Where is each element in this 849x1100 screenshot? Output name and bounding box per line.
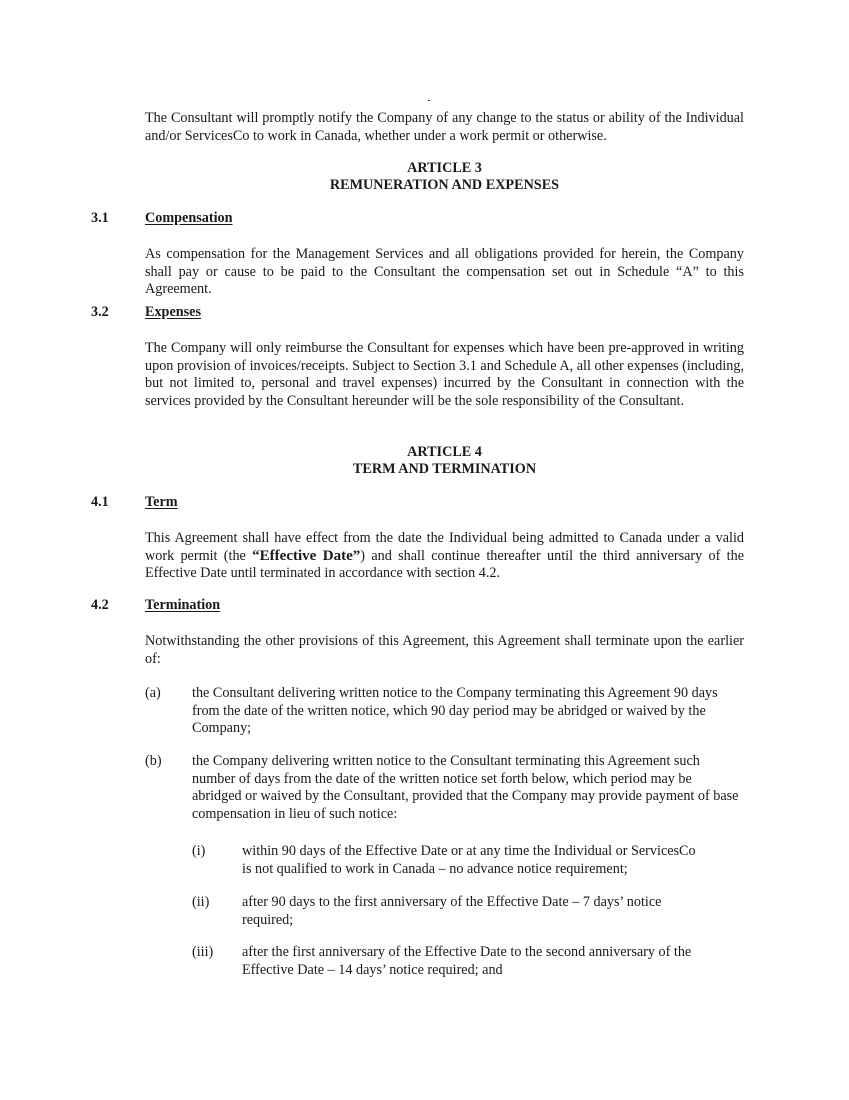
article-4-subheading: TERM AND TERMINATION [352,461,537,477]
subitem-i-label: (i) [192,843,206,859]
section-3-2-text: The Company will only reimburse the Consultant for expenses which have been pre-approved in writing upon provision of invoices/receipts. Subject to Section 3.1 and Schedule A, all other expenses (including, but not limited to, personal and travel expenses) incurred by the Consultant in connection with the services provided by the Consultant hereunder will be the sole responsibility of the Consultant. [145,340,744,409]
subitem-ii-text: after 90 days to the first anniversary of the Effective Date – 7 days’ notice required; [242,894,662,928]
subitem-ii-label: (ii) [192,894,210,910]
section-4-1-number: 4.1 [91,494,109,510]
subitem-iii-label: (iii) [192,944,214,960]
section-4-1-text [145,530,744,583]
article-3-subheading: REMUNERATION AND EXPENSES [329,177,560,193]
section-3-1-text: As compensation for the Management Services and all obligations provided for herein, the Company shall pay or cause to be paid to the Consultant the compensation set out in Schedule “A” to this Agreement. [145,246,744,298]
section-3-2-number: 3.2 [91,304,109,320]
section-4-1-text-before: This Agreement shall have effect from the date the Individual being admitted to Canada under a valid work permit (the [145,530,744,564]
subitem-i-text: within 90 days of the Effective Date or at any time the Individual or ServicesCo is not qualified to work in Canada – no advance notice requirement; [242,843,696,877]
section-4-2-text: Notwithstanding the other provisions of this Agreement, this Agreement shall terminate upon the earlier of: [145,633,744,667]
item-a-text: the Consultant delivering written notice to the Company terminating this Agreement 90 days from the date of the written notice, which 90 day period may be abridged or waived by the Company; [192,685,718,737]
stray-mark [428,100,430,101]
item-b-text: the Company delivering written notice to the Consultant terminating this Agreement such number of days from the date of the written notice set forth below, which period may be abridged or waived by the Consultant, provided that the Company may provide payment of base compensation in lieu of such notice: [192,753,739,822]
section-3-1-title: Compensation [145,210,233,226]
intro-paragraph: The Consultant will promptly notify the Company of any change to the status or ability of the Individual and/or ServicesCo to work in Canada, whether under a work permit or otherwise. [145,110,744,144]
section-4-2-number: 4.2 [91,597,109,613]
defined-term-effective-date: “Effective Date” [252,547,361,564]
article-4-heading: ARTICLE 4 [407,444,482,460]
section-3-2-title: Expenses [145,304,201,320]
section-4-1-text-after: ) and shall continue thereafter until the third anniversary of the Effective Date until terminated in accordance with section 4.2. [145,547,744,582]
article-3-heading: ARTICLE 3 [407,160,482,176]
item-b-label: (b) [145,753,162,769]
item-a-label: (a) [145,685,161,701]
subitem-iii-text: after the first anniversary of the Effective Date to the second anniversary of the Effective Date – 14 days’ notice required; and [242,944,692,978]
section-4-1-title: Term [145,494,178,510]
section-3-1-number: 3.1 [91,210,109,226]
section-4-2-title: Termination [145,597,221,613]
